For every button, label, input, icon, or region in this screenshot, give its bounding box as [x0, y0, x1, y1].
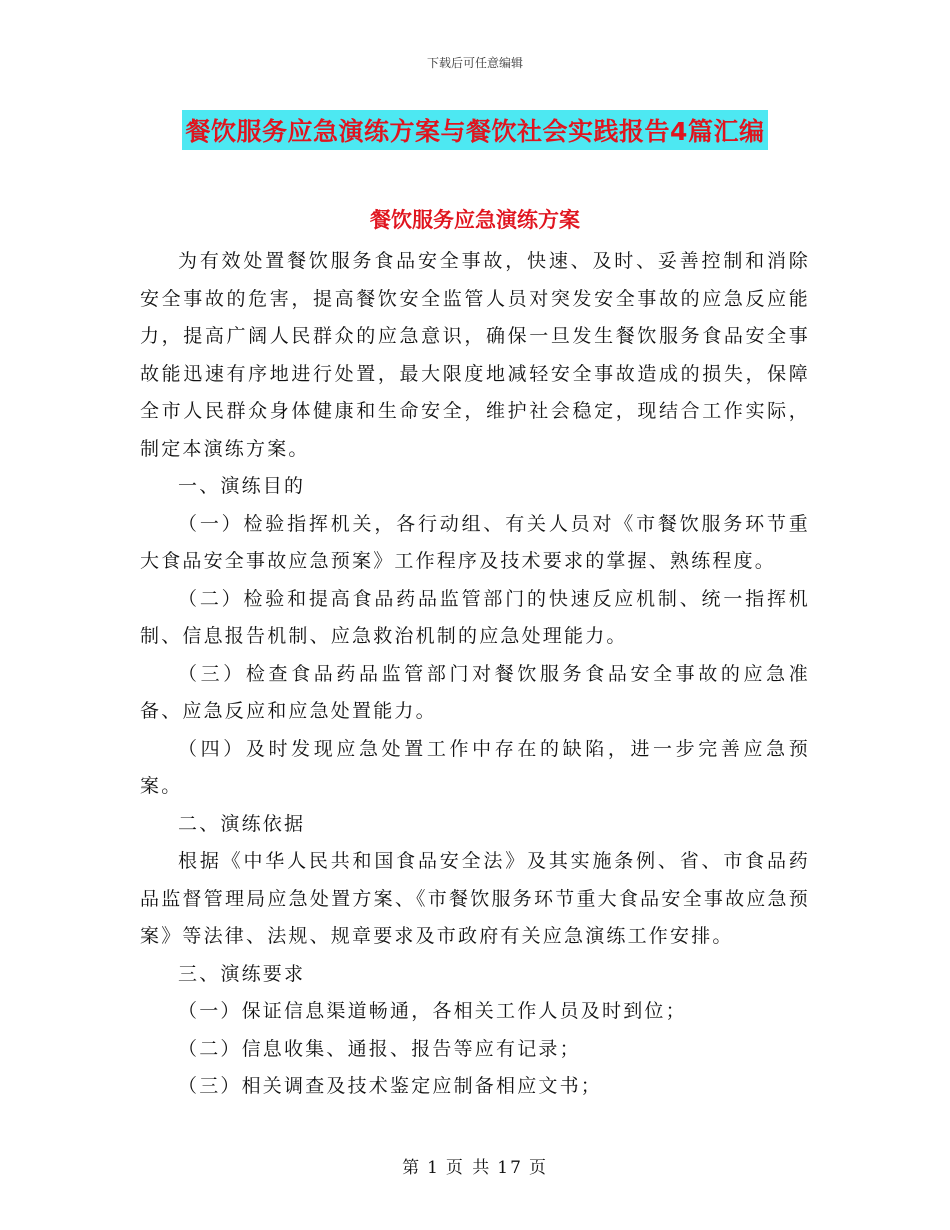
paragraph: （二）信息收集、通报、报告等应有记录；	[178, 1037, 581, 1060]
footer-middle: 页 共	[445, 1158, 492, 1178]
paragraph: （一）检验指挥机关，各行动组、有关人员对《市餐饮服务环节重大食品安全事故应急预案》工作程序及技术要求的掌握、熟练程度。	[140, 512, 810, 572]
paragraph: 根据《中华人民共和国食品安全法》及其实施条例、省、市食品药品监督管理局应急处置方案、《市餐饮服务环节重大食品安全事故应急预案》等法律、法规、规章要求及市政府有关应急演练工作安排。	[140, 850, 810, 947]
paragraph: 为有效处置餐饮服务食品安全事故，快速、及时、妥善控制和消除安全事故的危害，提高餐饮安全监管人员对突发安全事故的应急反应能力，提高广阔人民群众的应急意识，确保一旦发生餐饮服务食品安全事故能迅速有序地进行处置，最大限度地减轻安全事故造成的损失，保障全市人民群众身体健康和生命安全，维护社会稳定，现结合工作实际，制定本演练方案。	[140, 250, 810, 460]
footer-page-number: 1	[427, 1158, 440, 1178]
document-title: 餐饮服务应急演练方案与餐饮社会实践报告4篇汇编	[182, 110, 769, 150]
paragraph: （四）及时发现应急处置工作中存在的缺陷，进一步完善应急预案。	[140, 737, 810, 797]
document-body	[140, 243, 810, 1106]
paragraph: （三）相关调查及技术鉴定应制备相应文书；	[178, 1075, 603, 1097]
document-title-wrap	[0, 110, 950, 150]
heading-basis: 二、演练依据	[178, 812, 306, 835]
header-note: 下载后可任意编辑	[426, 56, 523, 70]
paragraph: （二）检验和提高食品药品监管部门的快速反应机制、统一指挥机制、信息报告机制、应急救治机制的应急处理能力。	[140, 587, 810, 647]
section-title: 餐饮服务应急演练方案	[370, 208, 580, 232]
heading-purpose: 一、演练目的	[178, 475, 306, 497]
footer-suffix: 页	[528, 1158, 548, 1178]
page-footer	[0, 1153, 950, 1178]
heading-requirements: 三、演练要求	[178, 962, 306, 985]
footer-prefix: 第	[402, 1158, 422, 1178]
paragraph: （一）保证信息渠道畅通，各相关工作人员及时到位；	[178, 1000, 687, 1022]
paragraph: （三）检查食品药品监管部门对餐饮服务食品安全事故的应急准备、应急反应和应急处置能力。	[140, 662, 810, 722]
footer-total-pages: 17	[497, 1158, 523, 1178]
